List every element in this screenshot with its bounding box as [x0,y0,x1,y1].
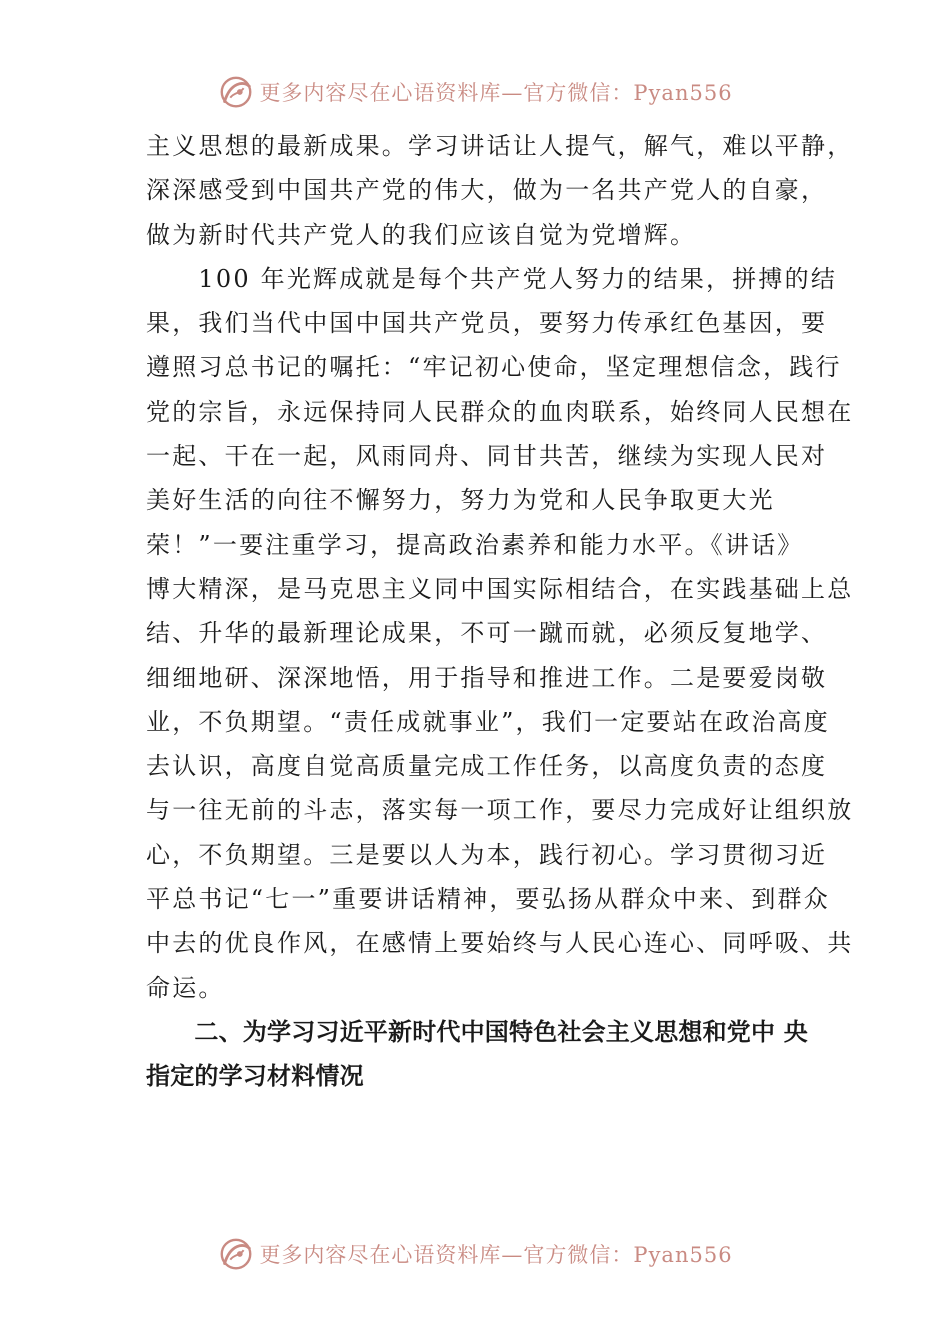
section-heading: 指定的学习材料情况 [146,1061,364,1090]
watermark-text: 更多内容尽在心语资料库—官方微信：Pyan556 [259,81,733,105]
text-line: 心，不负期望。三是要以人为本，践行初心。学习贯彻习近 [146,840,828,869]
text-line: 平总书记“七一”重要讲话精神，要弘扬从群众中来、到群众 [146,885,830,914]
text-line: 与一往无前的斗志，落实每一项工作，要尽力完成好让组织放 [146,796,854,825]
text-line: 博大精深，是马克思主义同中国实际相结合，在实践基础上总 [146,574,854,603]
text-line: 结、升华的最新理论成果，不可一蹴而就，必须反复地学、 [146,619,828,648]
watermark-text: 更多内容尽在心语资料库—官方微信：Pyan556 [259,1243,733,1267]
document-body [146,124,854,1098]
section-heading: 二、为学习习近平新时代中国特色社会主义思想和党中 央 [146,1017,808,1046]
text-line: 遵照习总书记的嘱托：“牢记初心使命，坚定理想信念，践行 [146,353,842,382]
brand-logo-icon [217,73,255,111]
text-line: 中去的优良作风，在感情上要始终与人民心连心、同呼吸、共 [146,929,854,958]
footer-watermark [0,1232,950,1276]
text-line: 荣！”一要注重学习，提高政治素养和能力水平。《讲话》 [146,530,804,559]
text-line: 美好生活的向往不懈努力，努力为党和人民争取更大光 [146,486,775,515]
text-line: 100 年光辉成就是每个共产党人努力的结果，拼搏的结 [146,264,838,293]
brand-logo-icon [217,1235,255,1273]
header-watermark [0,70,950,114]
text-line: 一起、干在一起，风雨同舟、同甘共苦，继续为实现人民对 [146,442,828,471]
text-line: 做为新时代共产党人的我们应该自觉为党增辉。 [146,220,697,249]
text-line: 果，我们当代中国中国共产党员，要努力传承红色基因，要 [146,309,828,338]
text-line: 深深感受到中国共产党的伟大，做为一名共产党人的自豪， [146,176,828,205]
text-line: 主义思想的最新成果。学习讲话让人提气，解气，难以平静， [146,132,854,160]
text-line: 业，不负期望。“责任成就事业”，我们一定要站在政治高度 [146,707,830,736]
text-line: 命运。 [146,973,225,1002]
text-line: 细细地研、深深地悟，用于指导和推进工作。二是要爱岗敬 [146,663,828,692]
text-line: 党的宗旨，永远保持同人民群众的血肉联系，始终同人民想在 [146,397,854,426]
text-line: 去认识，高度自觉高质量完成工作任务，以高度负责的态度 [146,752,828,781]
